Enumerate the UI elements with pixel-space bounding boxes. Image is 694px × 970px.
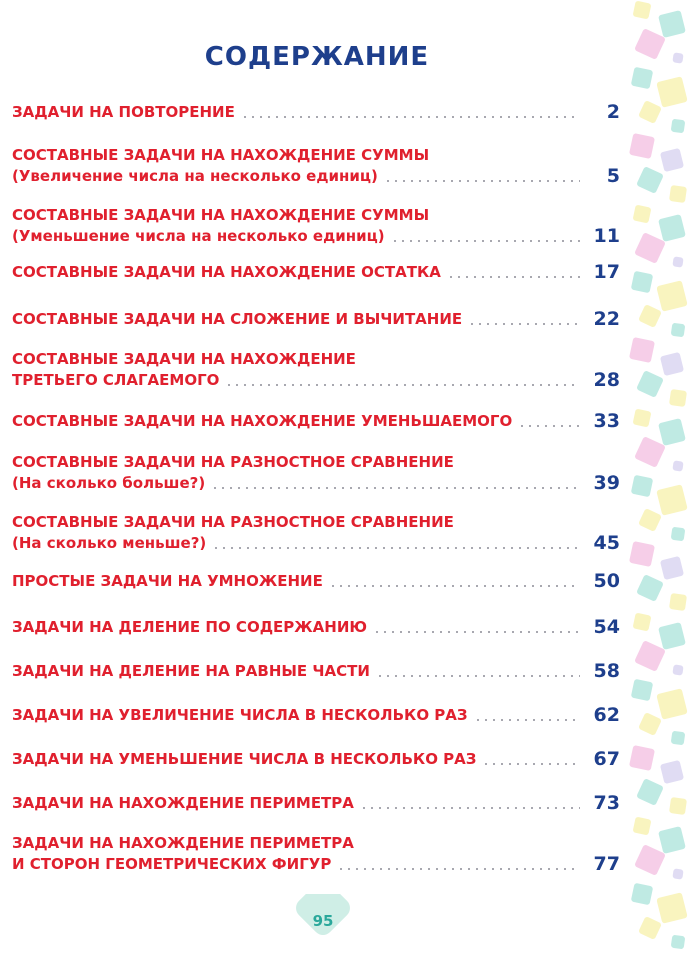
decorative-square: [633, 205, 652, 224]
decorative-square: [631, 67, 654, 90]
toc-entry: [12, 749, 620, 770]
decorative-square: [656, 76, 688, 108]
toc-entry-title-line: ЗАДАЧИ НА ПОВТОРЕНИЕ: [12, 103, 235, 121]
toc-entry: [12, 309, 620, 330]
toc-entry-page-number: 77: [593, 853, 620, 875]
decorative-square: [634, 28, 666, 60]
dot-leader: [212, 547, 580, 549]
toc-entry-row: [12, 533, 620, 554]
decorative-square: [671, 323, 686, 338]
toc-entry-title-line: СОСТАВНЫЕ ЗАДАЧИ НА НАХОЖДЕНИЕ: [12, 350, 356, 368]
toc-entry-title-line: (Увеличение числа на несколько единиц): [12, 167, 378, 185]
toc-entry-page-number: 50: [593, 570, 620, 592]
decorative-square: [669, 185, 687, 203]
toc-entry-row: [12, 571, 620, 592]
toc-entry-page-number: 5: [606, 165, 620, 187]
dot-leader: [384, 180, 580, 182]
decorative-square: [631, 271, 654, 294]
toc-entry-title-line: СОСТАВНЫЕ ЗАДАЧИ НА РАЗНОСТНОЕ СРАВНЕНИЕ: [12, 453, 454, 471]
toc-entry-title-line: ПРОСТЫЕ ЗАДАЧИ НА УМНОЖЕНИЕ: [12, 572, 323, 590]
toc-entry-page-number: 2: [606, 101, 620, 123]
decorative-square: [671, 527, 686, 542]
decorative-square: [671, 119, 686, 134]
toc-entry-title-line: ЗАДАЧИ НА ДЕЛЕНИЕ НА РАВНЫЕ ЧАСТИ: [12, 662, 370, 680]
toc-entry-row: [12, 661, 620, 682]
toc-entry-row: [12, 262, 620, 283]
toc-entry: [12, 512, 620, 554]
dot-leader: [391, 240, 580, 242]
toc-entry-title-line: ЗАДАЧИ НА НАХОЖДЕНИЕ ПЕРИМЕТРА: [12, 834, 354, 852]
page-title: СОДЕРЖАНИЕ: [204, 42, 430, 72]
toc-entry-page-number: 22: [593, 308, 620, 330]
dot-leader: [211, 487, 580, 489]
decorative-square: [633, 613, 652, 632]
toc-entry-page-number: 67: [593, 748, 620, 770]
decorative-square: [631, 883, 654, 906]
dot-leader: [360, 807, 580, 809]
decorative-square: [660, 352, 684, 376]
decorative-square: [669, 593, 687, 611]
page-number-badge: [286, 894, 360, 954]
toc-entry: [12, 205, 620, 247]
toc-entry-row: [12, 309, 620, 330]
decorative-square: [629, 337, 655, 363]
decorative-square: [633, 409, 652, 428]
dot-leader: [241, 116, 580, 118]
decorative-square: [672, 664, 683, 675]
decorative-square: [634, 232, 666, 264]
toc-entry: [12, 661, 620, 682]
decorative-square: [658, 10, 686, 38]
decorative-square: [656, 892, 688, 924]
toc-entry: [12, 571, 620, 592]
decorative-square: [669, 389, 687, 407]
decorative-square: [633, 1, 652, 20]
decorative-squares-border: [620, 0, 694, 970]
decorative-square: [658, 826, 686, 854]
toc-entry-row: [12, 793, 620, 814]
toc-entry-title-line: (На сколько меньше?): [12, 534, 207, 552]
toc-entry-row: [12, 411, 620, 432]
toc-entry-title-line: СОСТАВНЫЕ ЗАДАЧИ НА СЛОЖЕНИЕ И ВЫЧИТАНИЕ: [12, 310, 463, 328]
toc-entry-title-line: И СТОРОН ГЕОМЕТРИЧЕСКИХ ФИГУР: [12, 855, 332, 873]
dot-leader: [447, 276, 580, 278]
decorative-square: [672, 460, 683, 471]
decorative-square: [660, 556, 684, 580]
toc-entry-title-line: СОСТАВНЫЕ ЗАДАЧИ НА НАХОЖДЕНИЕ УМЕНЬШАЕМОГО: [12, 412, 513, 430]
toc-entry-page-number: 62: [593, 704, 620, 726]
decorative-square: [672, 868, 683, 879]
toc-entry: [12, 452, 620, 494]
toc-entry-page-number: 45: [593, 532, 620, 554]
decorative-square: [636, 574, 664, 602]
toc-entry-page-number: 28: [593, 369, 620, 391]
toc-entry: [12, 349, 620, 391]
decorative-square: [636, 778, 664, 806]
toc-entry: [12, 102, 620, 123]
dot-leader: [329, 585, 580, 587]
decorative-square: [658, 418, 686, 446]
toc-entry-title-line: (Уменьшение числа на несколько единиц): [12, 227, 385, 245]
decorative-square: [669, 797, 687, 815]
toc-entry-row: [12, 705, 620, 726]
decorative-square: [631, 679, 654, 702]
toc-entry: [12, 833, 620, 875]
toc-entry-title-line: ТРЕТЬЕГО СЛАГАЕМОГО: [12, 371, 220, 389]
toc-entry-title-line: ЗАДАЧИ НА ДЕЛЕНИЕ ПО СОДЕРЖАНИЮ: [12, 618, 367, 636]
toc-entry-page-number: 54: [593, 616, 620, 638]
decorative-square: [631, 475, 654, 498]
decorative-square: [660, 148, 684, 172]
dot-leader: [482, 763, 580, 765]
page-number: 95: [312, 912, 334, 930]
decorative-square: [656, 484, 688, 516]
decorative-square: [638, 304, 662, 328]
decorative-square: [629, 745, 655, 771]
decorative-square: [638, 508, 662, 532]
decorative-square: [638, 916, 662, 940]
toc-entry-title-line: СОСТАВНЫЕ ЗАДАЧИ НА РАЗНОСТНОЕ СРАВНЕНИЕ: [12, 513, 454, 531]
dot-leader: [376, 675, 580, 677]
toc-entry: [12, 145, 620, 187]
toc-entry-row: [12, 617, 620, 638]
toc-entry-row: [12, 854, 620, 875]
toc-entry-row: [12, 749, 620, 770]
decorative-square: [629, 133, 655, 159]
toc-entry: [12, 262, 620, 283]
decorative-square: [636, 370, 664, 398]
toc-entry-title-line: ЗАДАЧИ НА УМЕНЬШЕНИЕ ЧИСЛА В НЕСКОЛЬКО РАЗ: [12, 750, 477, 768]
toc-entry-row: [12, 102, 620, 123]
decorative-square: [672, 256, 683, 267]
dot-leader: [373, 631, 580, 633]
toc-entry-title-line: СОСТАВНЫЕ ЗАДАЧИ НА НАХОЖДЕНИЕ СУММЫ: [12, 146, 430, 164]
decorative-square: [629, 541, 655, 567]
toc-entry: [12, 411, 620, 432]
decorative-square: [638, 712, 662, 736]
toc-entry-title-line: ЗАДАЧИ НА УВЕЛИЧЕНИЕ ЧИСЛА В НЕСКОЛЬКО РАЗ: [12, 706, 468, 724]
decorative-square: [634, 640, 666, 672]
toc-entry-page-number: 73: [593, 792, 620, 814]
decorative-square: [636, 166, 664, 194]
dot-leader: [474, 719, 580, 721]
decorative-square: [633, 817, 652, 836]
dot-leader: [468, 323, 580, 325]
toc-entry-title-line: СОСТАВНЫЕ ЗАДАЧИ НА НАХОЖДЕНИЕ СУММЫ: [12, 206, 430, 224]
toc-entry-page-number: 11: [593, 225, 620, 247]
decorative-square: [671, 935, 686, 950]
decorative-square: [660, 760, 684, 784]
decorative-square: [638, 100, 662, 124]
toc-entry-row: [12, 226, 620, 247]
decorative-square: [656, 688, 688, 720]
dot-leader: [225, 384, 580, 386]
dot-leader: [337, 868, 580, 870]
toc-entry-row: [12, 166, 620, 187]
decorative-square: [656, 280, 688, 312]
toc-entry-page-number: 39: [593, 472, 620, 494]
toc-entry-page-number: 58: [593, 660, 620, 682]
toc-entry: [12, 617, 620, 638]
toc-entry-title-line: (На сколько больше?): [12, 474, 206, 492]
toc-entry-row: [12, 370, 620, 391]
decorative-square: [671, 731, 686, 746]
toc-entry-page-number: 33: [593, 410, 620, 432]
toc-entry-page-number: 17: [593, 261, 620, 283]
toc-entry-title-line: СОСТАВНЫЕ ЗАДАЧИ НА НАХОЖДЕНИЕ ОСТАТКА: [12, 263, 441, 281]
toc-entry-title-line: ЗАДАЧИ НА НАХОЖДЕНИЕ ПЕРИМЕТРА: [12, 794, 354, 812]
toc-entry: [12, 793, 620, 814]
decorative-square: [634, 436, 666, 468]
decorative-square: [634, 844, 666, 876]
decorative-square: [658, 622, 686, 650]
toc-entry: [12, 705, 620, 726]
dot-leader: [518, 425, 580, 427]
decorative-square: [658, 214, 686, 242]
toc-entry-row: [12, 473, 620, 494]
decorative-square: [672, 52, 683, 63]
